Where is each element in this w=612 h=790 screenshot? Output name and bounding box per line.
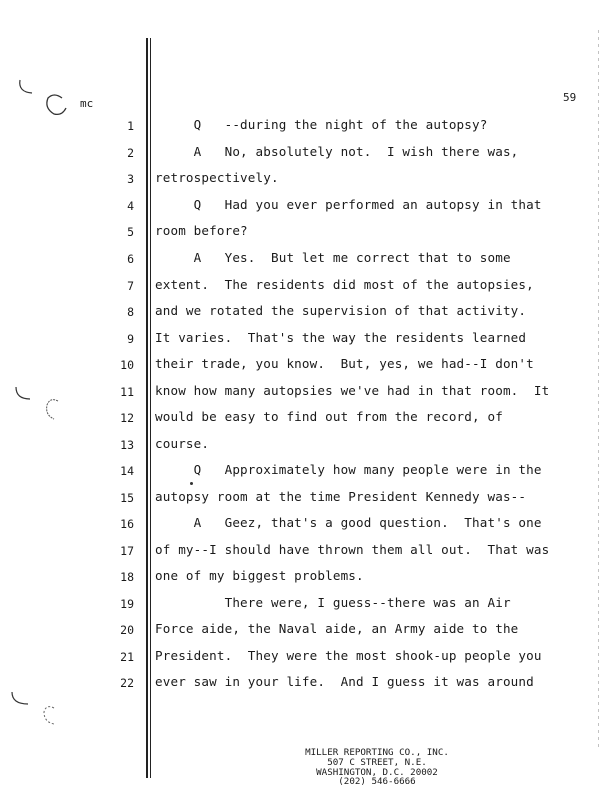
page-number: 59 xyxy=(563,91,577,104)
ink-speck xyxy=(190,482,193,485)
transcript-line: would be easy to find out from the record, of xyxy=(155,409,503,424)
line-number: 4 xyxy=(127,199,134,213)
transcript-line: ever saw in your life. And I guess it was around xyxy=(155,674,534,689)
transcript-line: extent. The residents did most of the autopsies, xyxy=(155,277,534,292)
transcript-line: A Yes. But let me correct that to some xyxy=(155,250,511,265)
line-number: 9 xyxy=(127,332,134,346)
transcript-line: autopsy room at the time President Kennedy was-- xyxy=(155,489,527,504)
punch-hole-middle-icon xyxy=(14,385,74,430)
transcript-line: There were, I guess--there was an Air xyxy=(155,595,511,610)
transcript-line: A Geez, that's a good question. That's one xyxy=(155,515,542,530)
line-number: 17 xyxy=(120,544,134,558)
line-number: 21 xyxy=(120,650,134,664)
reporter-footer xyxy=(282,748,472,787)
right-edge-scan-artifact xyxy=(598,30,599,750)
footer-phone: (202) 546-6666 xyxy=(338,776,416,788)
transcript-line: It varies. That's the way the residents learned xyxy=(155,330,527,345)
transcript-line: room before? xyxy=(155,223,248,238)
line-number: 3 xyxy=(127,172,134,186)
line-number: 20 xyxy=(120,623,134,637)
transcript-line: one of my biggest problems. xyxy=(155,568,364,583)
line-number: 11 xyxy=(120,385,134,399)
left-margin-rule-inner xyxy=(150,38,151,778)
line-number: 2 xyxy=(127,146,134,160)
line-number: 18 xyxy=(120,570,134,584)
transcript-line: Q --during the night of the autopsy? xyxy=(155,117,488,132)
left-margin-rule xyxy=(146,38,148,778)
line-number: 1 xyxy=(127,119,134,133)
punch-hole-top-icon xyxy=(14,78,74,128)
transcript-line: and we rotated the supervision of that activity. xyxy=(155,303,527,318)
transcript-line: of my--I should have thrown them all out. That was xyxy=(155,542,550,557)
line-number: 19 xyxy=(120,597,134,611)
transcript-line: Q Approximately how many people were in the xyxy=(155,462,542,477)
transcript-line: know how many autopsies we've had in that room. It xyxy=(155,383,550,398)
punch-hole-bottom-icon xyxy=(10,690,70,735)
line-number: 22 xyxy=(120,676,134,690)
line-number: 8 xyxy=(127,305,134,319)
line-number: 6 xyxy=(127,252,134,266)
reporter-initials: mc xyxy=(80,97,94,110)
line-number: 14 xyxy=(120,464,134,478)
transcript-line: course. xyxy=(155,436,210,451)
transcript-line: retrospectively. xyxy=(155,170,279,185)
line-number: 5 xyxy=(127,225,134,239)
transcript-line: Force aide, the Naval aide, an Army aide to the xyxy=(155,621,519,636)
line-number: 16 xyxy=(120,517,134,531)
footer-city: WASHINGTON, D.C. 20002 xyxy=(316,766,438,778)
line-number: 12 xyxy=(120,411,134,425)
transcript-line: Q Had you ever performed an autopsy in that xyxy=(155,197,542,212)
transcript-line: President. They were the most shook-up people you xyxy=(155,648,542,663)
line-number: 15 xyxy=(120,491,134,505)
transcript-line: A No, absolutely not. I wish there was, xyxy=(155,144,519,159)
line-number: 10 xyxy=(120,358,134,372)
transcript-line: their trade, you know. But, yes, we had--I don't xyxy=(155,356,534,371)
footer-company: MILLER REPORTING CO., INC. xyxy=(305,747,449,758)
line-number: 7 xyxy=(127,279,134,293)
footer-street: 507 C STREET, N.E. xyxy=(327,756,427,768)
line-number: 13 xyxy=(120,438,134,452)
